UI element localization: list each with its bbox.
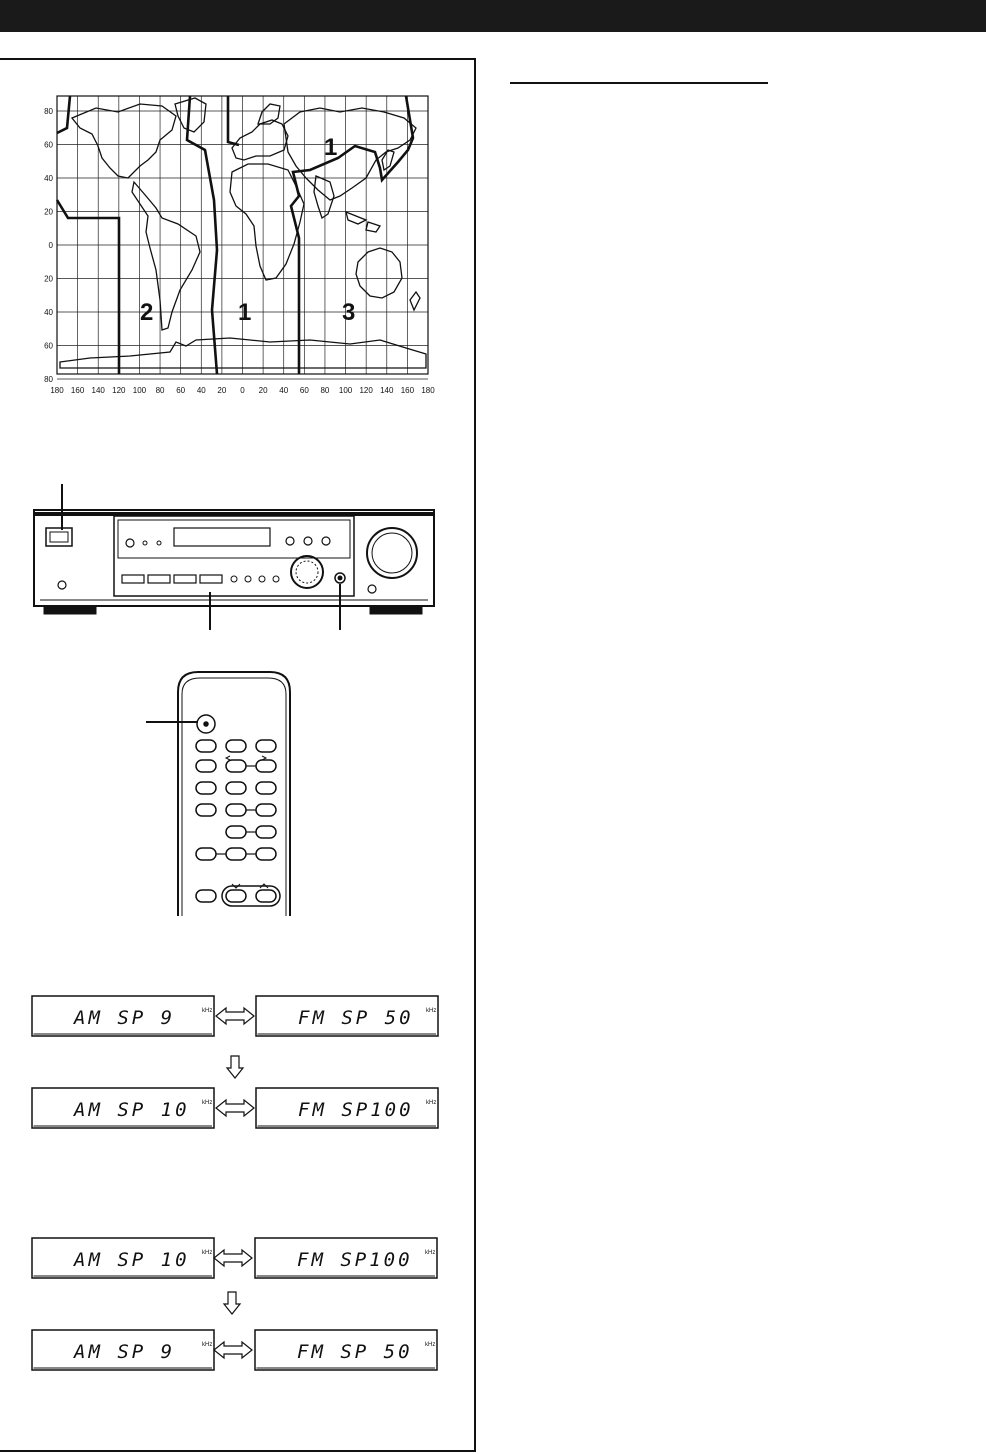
lcd-text: FM SP100 — [298, 1099, 414, 1121]
longitude-label: 180 — [50, 386, 64, 395]
lcd-text: AM SP 9 — [74, 1007, 176, 1029]
remote-button[interactable] — [196, 848, 216, 860]
longitude-label: 100 — [338, 386, 353, 395]
step-select-button[interactable] — [200, 575, 222, 583]
remote-button[interactable] — [196, 782, 216, 794]
remote-button[interactable] — [256, 848, 276, 860]
lcd-unit: kHz — [426, 1008, 437, 1014]
double-arrow-1 — [216, 1008, 254, 1024]
remote-button[interactable] — [226, 848, 246, 860]
lcd-unit: kHz — [425, 1342, 436, 1348]
display-window — [174, 528, 270, 546]
longitude-label: 80 — [320, 386, 330, 395]
remote-button[interactable] — [196, 740, 216, 752]
arrows — [214, 1008, 254, 1358]
zone-3-label: 3 — [342, 299, 356, 326]
receiver-foot-left — [44, 606, 96, 614]
lcd-unit: kHz — [426, 1100, 437, 1106]
zone-1-label-north: 1 — [324, 134, 338, 161]
latitude-label: 80 — [44, 375, 53, 384]
remote-button[interactable] — [196, 760, 216, 772]
remote-button[interactable] — [226, 890, 246, 902]
latitude-label: 20 — [44, 274, 53, 284]
lcd-display-right — [255, 1238, 437, 1278]
lcd-display-left — [32, 1238, 214, 1278]
lcd-text: AM SP 9 — [74, 1341, 176, 1363]
down-arrow-2 — [224, 1292, 240, 1314]
double-arrow-3 — [214, 1250, 252, 1266]
remote-button[interactable] — [196, 804, 216, 816]
remote-button[interactable] — [226, 740, 246, 752]
receiver-illustration — [34, 484, 434, 630]
lcd-text: FM SP100 — [297, 1249, 413, 1271]
latitude-label: 40 — [44, 174, 53, 183]
lcd-display-right — [256, 996, 438, 1036]
remote-button[interactable] — [226, 826, 246, 838]
zone-2-label: 2 — [140, 299, 154, 326]
longitude-label: 180 — [421, 386, 435, 395]
longitude-label: 100 — [132, 386, 147, 395]
remote-button[interactable] — [226, 760, 246, 772]
latitude-label: 60 — [44, 140, 53, 150]
lcd-unit: kHz — [425, 1250, 436, 1256]
lcd-panels — [32, 996, 438, 1370]
lcd-display-left — [32, 996, 214, 1036]
remote-button[interactable] — [256, 760, 276, 772]
remote-illustration — [146, 672, 290, 916]
lcd-display-left — [32, 1330, 214, 1370]
lcd-text: AM SP 10 — [74, 1099, 190, 1121]
remote-button[interactable] — [256, 890, 276, 902]
longitude-label: 160 — [400, 386, 415, 395]
longitude-label: 140 — [91, 386, 105, 395]
headphone-jack — [58, 581, 66, 589]
volume-knob[interactable] — [367, 528, 417, 578]
lcd-display-right — [255, 1330, 437, 1370]
longitude-label: 160 — [70, 386, 85, 395]
longitude-label: 0 — [240, 386, 245, 395]
longitude-label: 60 — [176, 386, 186, 395]
longitude-label: 40 — [279, 386, 289, 395]
longitude-label: 140 — [380, 386, 394, 395]
remote-button[interactable] — [226, 782, 246, 794]
world-map — [44, 96, 435, 395]
zone-boundaries — [57, 96, 413, 374]
lcd-text: FM SP 50 — [298, 1007, 414, 1029]
continents — [60, 98, 426, 368]
lcd-unit: kHz — [202, 1008, 213, 1014]
lcd-unit: kHz — [202, 1342, 213, 1348]
longitude-label: 120 — [112, 386, 126, 395]
double-arrow-4 — [214, 1342, 252, 1358]
remote-button[interactable] — [256, 782, 276, 794]
lcd-unit: kHz — [202, 1250, 213, 1256]
remote-button[interactable] — [256, 740, 276, 752]
receiver-foot-right — [370, 606, 422, 614]
lcd-text: AM SP 10 — [74, 1249, 190, 1271]
remote-button[interactable] — [256, 804, 276, 816]
remote-button[interactable] — [226, 804, 246, 816]
remote-button[interactable] — [256, 826, 276, 838]
longitude-label: 20 — [217, 386, 227, 395]
down-arrow-1 — [227, 1056, 243, 1078]
lcd-display-right — [256, 1088, 438, 1128]
longitude-label: 40 — [196, 386, 206, 395]
latitude-label: 20 — [44, 207, 53, 217]
lcd-unit: kHz — [202, 1100, 213, 1106]
longitude-label: 20 — [258, 386, 268, 395]
longitude-label: 60 — [299, 386, 309, 395]
longitude-label: 80 — [155, 386, 165, 395]
latitude-label: 60 — [44, 341, 53, 351]
zone-1-label: 1 — [238, 299, 252, 326]
latitude-label: 40 — [44, 308, 53, 317]
longitude-label: 120 — [359, 386, 373, 395]
latitude-label: 80 — [44, 107, 53, 116]
lcd-display-left — [32, 1088, 214, 1128]
double-arrow-2 — [216, 1100, 254, 1116]
remote-button[interactable] — [196, 890, 216, 902]
lcd-text: FM SP 50 — [297, 1341, 413, 1363]
latitude-label: 0 — [48, 241, 53, 250]
